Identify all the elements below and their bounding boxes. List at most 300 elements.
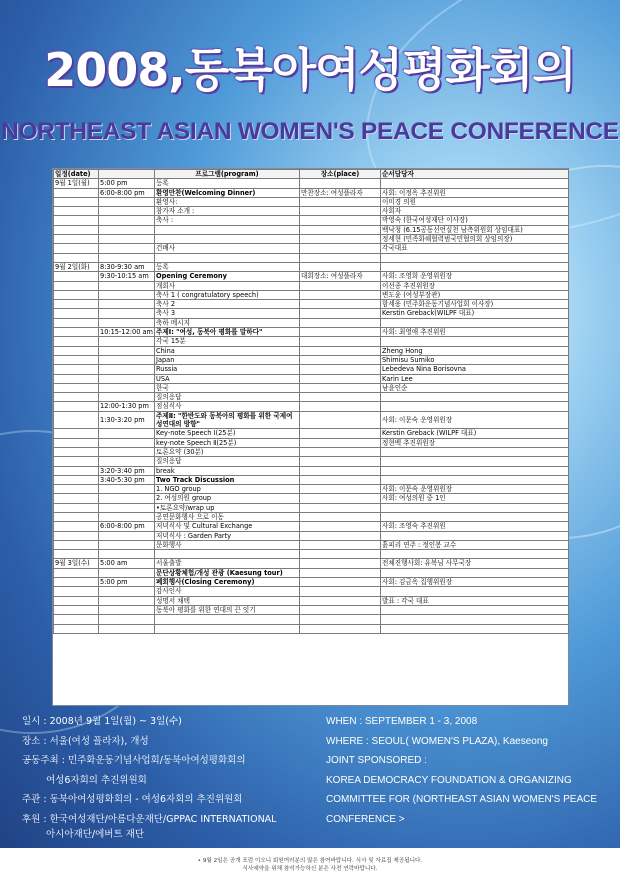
cell-place xyxy=(300,540,381,549)
cell-place xyxy=(300,216,381,225)
cell-program: 축하 메시지 xyxy=(155,318,300,327)
table-row xyxy=(54,466,569,475)
table-row xyxy=(54,605,569,614)
cell-program: 폐회행사(Closing Ceremony) xyxy=(155,578,300,587)
cell-program: 축사 : xyxy=(155,216,300,225)
cell-time: 10:15-12:00 am xyxy=(100,328,153,337)
table-row xyxy=(54,540,569,549)
cell-place xyxy=(300,531,381,540)
table-row xyxy=(54,365,569,374)
header-date: 일정(date) xyxy=(54,170,99,179)
cell-date xyxy=(54,207,99,216)
cell-host xyxy=(381,587,569,596)
cell-time xyxy=(99,596,155,605)
table-row xyxy=(54,346,569,355)
table-row xyxy=(54,429,569,438)
cell-host xyxy=(381,615,569,624)
cell-place xyxy=(300,262,381,271)
cell-date xyxy=(54,309,99,318)
cell-host xyxy=(381,318,569,327)
cell-time xyxy=(99,605,155,614)
cell-time: 5:00 pm xyxy=(99,179,155,188)
cell-time: 8:30-9:30 am xyxy=(99,262,155,271)
table-row xyxy=(54,179,569,188)
cell-host xyxy=(381,179,569,188)
cell-date xyxy=(54,337,99,346)
cell-program: Two Track Discussion xyxy=(155,475,300,484)
cell-host: Lebedeva Nina Borisovna xyxy=(381,365,569,374)
cell-time: 3:20-3:40 pm xyxy=(99,466,155,475)
cell-date xyxy=(54,512,99,521)
cell-host: 변도윤 (여성부장관) xyxy=(381,290,569,299)
cell-date xyxy=(54,447,99,456)
cell-place xyxy=(300,355,381,364)
info-joint-line2: COMMITTEE FOR (NORTHEAST ASIAN WOMEN'S PEACE xyxy=(326,794,598,806)
cell-time xyxy=(99,624,155,633)
table-row xyxy=(54,411,569,429)
cell-place xyxy=(300,346,381,355)
table-row xyxy=(54,207,569,216)
cell-program: •토론요약/wrap up xyxy=(155,503,300,512)
cell-program: 저녁식사 : Garden Party xyxy=(155,531,300,540)
cell-host xyxy=(381,466,569,475)
cell-time: 3:40-5:30 pm xyxy=(99,475,155,484)
cell-host: Kerstin Greback(WILPF 대표) xyxy=(381,309,569,318)
cell-host xyxy=(381,402,569,411)
event-info-english xyxy=(326,712,597,830)
footer-line-2: 식사예약을 위해 참석가능하신 분은 사전 연락바랍니다. xyxy=(242,866,378,872)
info-cohost-cont: 여성6자회의 추진위원회 xyxy=(46,774,147,786)
cell-time xyxy=(99,365,155,374)
table-row xyxy=(54,503,569,512)
cell-host: Shimisu Sumiko xyxy=(381,355,569,364)
table-row xyxy=(54,328,569,337)
cell-place xyxy=(300,475,381,484)
cell-time: 6:00-8:00 pm xyxy=(99,522,155,531)
cell-place: 대회장소: 여성플라자 xyxy=(300,272,381,281)
table-row xyxy=(54,393,569,402)
cell-date xyxy=(54,522,99,531)
cell-place xyxy=(300,290,381,299)
table-row xyxy=(54,290,569,299)
cell-host: 이미경 의원 xyxy=(381,197,569,206)
info-joint-line3: CONFERENCE > xyxy=(326,813,405,825)
cell-time xyxy=(99,235,155,244)
table-row xyxy=(54,318,569,327)
cell-place xyxy=(300,281,381,290)
cell-place xyxy=(300,457,381,466)
cell-date: 9월 3일(수) xyxy=(54,559,99,568)
info-date: 일시 : 2008년 9월 1일(월) ~ 3일(수) xyxy=(22,716,182,727)
cell-date xyxy=(54,225,99,234)
info-joint-line1: KOREA DEMOCRACY FOUNDATION & ORGANIZING xyxy=(326,774,572,786)
cell-date xyxy=(54,197,99,206)
cell-program: 축사 1 ( congratulatory speech) xyxy=(155,290,300,299)
cell-host: 정세현 (민족화해협력범국민협의회 상임의장) xyxy=(381,235,569,244)
cell-time xyxy=(99,290,155,299)
cell-date xyxy=(54,438,99,447)
cell-host xyxy=(381,512,569,521)
cell-host xyxy=(381,605,569,614)
cell-time xyxy=(99,550,155,559)
cell-date xyxy=(54,346,99,355)
cell-place xyxy=(300,207,381,216)
cell-place xyxy=(300,225,381,234)
cell-program: 문단상황체험/개성 관광 (Kaesung tour) xyxy=(155,568,300,577)
cell-program: 환영만찬(Welcoming Dinner) xyxy=(155,188,300,197)
table-row xyxy=(54,225,569,234)
schedule-header-row xyxy=(54,170,569,179)
cell-program xyxy=(155,615,300,624)
cell-program: 한국 xyxy=(155,383,300,392)
table-row xyxy=(54,253,569,262)
cell-time xyxy=(99,503,155,512)
table-row xyxy=(54,402,569,411)
cell-date xyxy=(54,587,99,596)
cell-place xyxy=(300,447,381,456)
cell-host xyxy=(381,457,569,466)
cell-place xyxy=(300,383,381,392)
table-row xyxy=(54,568,569,577)
cell-host: 발표 : 각국 대표 xyxy=(381,596,569,605)
cell-place xyxy=(300,411,381,429)
table-row xyxy=(54,578,569,587)
cell-program: break xyxy=(155,466,300,475)
cell-place xyxy=(300,309,381,318)
cell-program: Key-note Speech Ⅰ(25분) xyxy=(155,429,300,438)
cell-host xyxy=(381,503,569,512)
cell-time xyxy=(99,374,155,383)
header-time xyxy=(99,170,155,179)
cell-place xyxy=(300,374,381,383)
cell-place xyxy=(300,402,381,411)
table-row xyxy=(54,281,569,290)
cell-time xyxy=(99,197,155,206)
cell-date xyxy=(54,402,99,411)
cell-place xyxy=(300,438,381,447)
cell-host: 사회자 xyxy=(381,207,569,216)
cell-host xyxy=(381,550,569,559)
cell-date xyxy=(54,281,99,290)
table-row xyxy=(54,262,569,271)
cell-program: 등록 xyxy=(155,262,300,271)
cell-date xyxy=(54,411,99,429)
table-row xyxy=(54,272,569,281)
cell-program: Russia xyxy=(155,365,300,374)
cell-program: 성명서 채택 xyxy=(155,596,300,605)
table-row xyxy=(54,615,569,624)
table-row xyxy=(54,447,569,456)
cell-program: 동북아 평화를 위한 연대의 끈 잇기 xyxy=(155,605,300,614)
cell-program: 토론요약 (30분) xyxy=(155,447,300,456)
cell-host xyxy=(381,475,569,484)
cell-host: 사회: 김금옥 집행위원장 xyxy=(381,578,569,587)
cell-date xyxy=(54,244,99,253)
footer-notice xyxy=(0,848,620,883)
cell-place xyxy=(300,393,381,402)
cell-program: 서울출발 xyxy=(155,559,300,568)
cell-date xyxy=(54,494,99,503)
cell-date xyxy=(54,355,99,364)
schedule-table xyxy=(53,169,569,634)
cell-host: 전체진행사회: 유복님 사무국장 xyxy=(381,559,569,568)
info-sponsor-cont: 아시아재단/에버트 재단 xyxy=(46,828,144,840)
table-row xyxy=(54,300,569,309)
table-row xyxy=(54,383,569,392)
cell-time xyxy=(99,383,155,392)
event-info-korean xyxy=(22,712,276,840)
cell-time xyxy=(99,457,155,466)
cell-host: 사회: 여성의원 중 1인 xyxy=(381,494,569,503)
cell-host xyxy=(381,624,569,633)
cell-time xyxy=(99,355,155,364)
cell-date xyxy=(54,383,99,392)
cell-program: Opening Ceremony xyxy=(155,272,300,281)
cell-host: 사회: 조영희 운영위원장 xyxy=(381,272,569,281)
cell-program: 2. 여성의원 group xyxy=(155,494,300,503)
cell-date xyxy=(54,188,99,197)
cell-program: 개회사 xyxy=(155,281,300,290)
cell-date xyxy=(54,235,99,244)
cell-time: 6:00-8:00 pm xyxy=(99,188,155,197)
cell-program: 등록 xyxy=(155,179,300,188)
cell-place xyxy=(300,179,381,188)
cell-place xyxy=(300,596,381,605)
table-row xyxy=(54,355,569,364)
cell-place xyxy=(300,337,381,346)
cell-time xyxy=(99,300,155,309)
info-place: 장소 : 서울(여성 플라자), 개성 xyxy=(22,735,149,747)
table-row xyxy=(54,559,569,568)
cell-place xyxy=(300,587,381,596)
cell-place xyxy=(300,624,381,633)
cell-time: 1:30-3:20 pm xyxy=(99,411,155,429)
cell-program: 축사 2 xyxy=(155,300,300,309)
cell-date xyxy=(54,300,99,309)
title-korean: 2008,동북아여성평화회의 xyxy=(44,43,576,97)
cell-date xyxy=(54,475,99,484)
cell-host: 박영숙 (한국여성재단 이사장) xyxy=(381,216,569,225)
cell-date xyxy=(54,429,99,438)
cell-host: 남윤인순 xyxy=(381,383,569,392)
table-row xyxy=(54,512,569,521)
cell-date xyxy=(54,605,99,614)
table-row xyxy=(54,485,569,494)
info-sponsor: 후원 : 한국여성재단/아름다운재단/GPPAC INTERNATIONAL xyxy=(22,813,277,825)
cell-time: 5:00 pm xyxy=(99,578,155,587)
cell-time xyxy=(99,346,155,355)
cell-host: 사회: 이문숙 운영위원장 xyxy=(381,411,569,429)
cell-date xyxy=(54,503,99,512)
schedule-body xyxy=(54,179,569,634)
cell-time xyxy=(99,429,155,438)
cell-place xyxy=(300,318,381,327)
cell-time xyxy=(99,393,155,402)
table-row xyxy=(54,244,569,253)
cell-place xyxy=(300,365,381,374)
cell-time xyxy=(99,244,155,253)
cell-place xyxy=(300,485,381,494)
cell-program: 질의응답 xyxy=(155,457,300,466)
cell-time xyxy=(99,253,155,262)
cell-time xyxy=(99,540,155,549)
cell-program: 각국 15분 xyxy=(155,337,300,346)
cell-place xyxy=(300,235,381,244)
table-row xyxy=(54,235,569,244)
cell-time xyxy=(99,337,155,346)
cell-time xyxy=(99,485,155,494)
cell-date xyxy=(54,568,99,577)
cell-time xyxy=(99,531,155,540)
cell-place xyxy=(300,605,381,614)
cell-date xyxy=(54,216,99,225)
cell-place xyxy=(300,578,381,587)
cell-place xyxy=(300,522,381,531)
cell-date: 9월 2일(화) xyxy=(54,262,99,271)
cell-host: 각국대표 xyxy=(381,244,569,253)
cell-date xyxy=(54,531,99,540)
cell-host xyxy=(381,393,569,402)
cell-date: 9월 1일(월) xyxy=(54,179,99,188)
cell-place xyxy=(300,503,381,512)
cell-date xyxy=(54,578,99,587)
header-place: 장소(place) xyxy=(300,170,381,179)
cell-place xyxy=(300,253,381,262)
table-row xyxy=(54,475,569,484)
cell-host xyxy=(381,262,569,271)
cell-place xyxy=(300,328,381,337)
cell-host: 정현백 추진위원장 xyxy=(381,438,569,447)
cell-host xyxy=(381,447,569,456)
cell-time xyxy=(99,494,155,503)
cell-program: 건배사 xyxy=(155,244,300,253)
table-row xyxy=(54,624,569,633)
table-row xyxy=(54,197,569,206)
table-row xyxy=(54,374,569,383)
cell-host: 이선종 추진위원장 xyxy=(381,281,569,290)
cell-place xyxy=(300,429,381,438)
table-row xyxy=(54,494,569,503)
cell-program: China xyxy=(155,346,300,355)
cell-place xyxy=(300,494,381,503)
cell-date xyxy=(54,596,99,605)
cell-program: 1. NGO group xyxy=(155,485,300,494)
cell-program: Japan xyxy=(155,355,300,364)
info-where: WHERE : SEOUL( WOMEN'S PLAZA), Kaeseong xyxy=(326,735,548,747)
info-joint: JOINT SPONSORED : xyxy=(326,755,427,767)
cell-date xyxy=(54,318,99,327)
title-english: NORTHEAST ASIAN WOMEN'S PEACE CONFERENCE xyxy=(1,118,619,145)
info-when: WHEN : SEPTEMBER 1 - 3, 2008 xyxy=(326,716,478,727)
cell-program: 주제Ⅰ: "여성, 동북아 평화를 말하다" xyxy=(155,328,300,337)
cell-date xyxy=(54,485,99,494)
cell-program: 공연문화행사 으로 이동 xyxy=(155,512,300,521)
cell-program: 점심식사 xyxy=(155,402,300,411)
cell-host xyxy=(381,568,569,577)
cell-place xyxy=(300,559,381,568)
cell-host: Zheng Hong xyxy=(381,346,569,355)
cell-time xyxy=(99,447,155,456)
cell-program: 주제Ⅱ: "한반도와 동북아의 평화를 위한 국제여성연대의 방향" xyxy=(155,411,300,429)
table-row xyxy=(54,457,569,466)
cell-time xyxy=(99,309,155,318)
cell-date xyxy=(54,374,99,383)
cell-program: 감사인사 xyxy=(155,587,300,596)
cell-place xyxy=(300,615,381,624)
header-host: 순서담당자 xyxy=(381,170,569,179)
cell-host: 백낙청 (6.15공동선언실천 남측위원회 상임대표) xyxy=(381,225,569,234)
table-row xyxy=(54,596,569,605)
cell-host: 함세웅 (민주화운동기념사업회 이사장) xyxy=(381,300,569,309)
info-cohost: 공동주최 : 민주화운동기념사업회/동북아여성평화회의 xyxy=(22,755,246,767)
cell-time xyxy=(99,615,155,624)
cell-place xyxy=(300,550,381,559)
cell-time: 12:00-1:30 pm xyxy=(99,402,155,411)
cell-program: 문화행사 xyxy=(155,540,300,549)
cell-time xyxy=(99,512,155,521)
cell-time: 5:00 am xyxy=(99,559,155,568)
cell-date xyxy=(54,393,99,402)
cell-host xyxy=(381,253,569,262)
footer-line-1: • 9월 2일은 공개 포럼 이오니 회원여러분의 많은 참여바랍니다. 식사 및 자료집 제공됩니다. xyxy=(197,858,423,864)
cell-date xyxy=(54,550,99,559)
cell-program: 환영사: xyxy=(155,197,300,206)
cell-place xyxy=(300,568,381,577)
info-organizer: 주관 : 동북아여성평화회의 - 여성6자회의 추진위원회 xyxy=(22,794,243,806)
cell-place xyxy=(300,300,381,309)
cell-program: 질의응답 xyxy=(155,393,300,402)
table-row xyxy=(54,309,569,318)
cell-program xyxy=(155,253,300,262)
cell-program: 참가자 소개 : xyxy=(155,207,300,216)
cell-time xyxy=(99,587,155,596)
header-program: 프로그램(program) xyxy=(155,170,300,179)
cell-place xyxy=(300,244,381,253)
cell-program xyxy=(155,235,300,244)
cell-date xyxy=(54,290,99,299)
table-row xyxy=(54,550,569,559)
table-row xyxy=(54,587,569,596)
cell-place xyxy=(300,197,381,206)
cell-host xyxy=(381,531,569,540)
cell-program: USA xyxy=(155,374,300,383)
cell-date xyxy=(54,272,99,281)
cell-host xyxy=(381,337,569,346)
cell-date xyxy=(54,615,99,624)
cell-date xyxy=(54,540,99,549)
cell-date xyxy=(54,365,99,374)
cell-time xyxy=(99,216,155,225)
cell-time: 9:30-10:15 am xyxy=(99,272,155,281)
cell-place xyxy=(300,466,381,475)
table-row xyxy=(54,337,569,346)
cell-program xyxy=(155,624,300,633)
table-row xyxy=(54,188,569,197)
cell-time xyxy=(99,281,155,290)
cell-program xyxy=(155,225,300,234)
cell-host: 사회: 이문숙 운영위원장 xyxy=(381,485,569,494)
cell-date xyxy=(54,328,99,337)
table-row xyxy=(54,531,569,540)
table-row xyxy=(54,216,569,225)
cell-place xyxy=(300,512,381,521)
cell-time xyxy=(99,225,155,234)
cell-program: 저녁식사 및 Cultural Exchange xyxy=(155,522,300,531)
table-row xyxy=(54,522,569,531)
cell-date xyxy=(54,253,99,262)
cell-program: 축사 3 xyxy=(155,309,300,318)
table-row xyxy=(54,438,569,447)
